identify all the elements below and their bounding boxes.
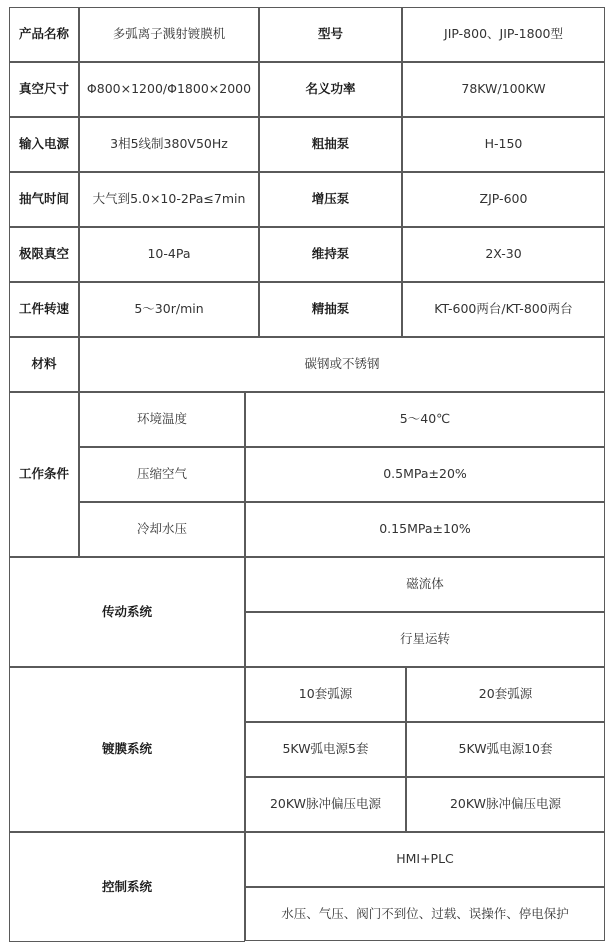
label-rough-pump: 粗抽泵: [259, 117, 402, 172]
value-product-name: 多弧离子溅射镀膜机: [79, 7, 259, 62]
value-vacuum-size: Φ800×1200/Φ1800×2000: [79, 62, 259, 117]
transmission-item: 磁流体: [245, 557, 605, 612]
coating-item: 10套弧源: [245, 667, 406, 722]
value-rough-pump: H-150: [402, 117, 605, 172]
label-rotation-speed: 工件转速: [9, 282, 79, 337]
label-input-power: 输入电源: [9, 117, 79, 172]
coating-item: 20套弧源: [406, 667, 605, 722]
label-working-conditions: 工作条件: [9, 392, 79, 557]
coating-item: 5KW弧电源5套: [245, 722, 406, 777]
label-pump-time: 抽气时间: [9, 172, 79, 227]
condition-name: 环境温度: [79, 392, 245, 447]
control-item: 水压、气压、阀门不到位、过载、误操作、停电保护: [245, 887, 605, 941]
condition-name: 冷却水压: [79, 502, 245, 557]
value-pump-time: 大气到5.0×10-2Pa≤7min: [79, 172, 259, 227]
value-rotation-speed: 5～30r/min: [79, 282, 259, 337]
coating-item: 20KW脉冲偏压电源: [245, 777, 406, 832]
label-model: 型号: [259, 7, 402, 62]
label-control-system: 控制系统: [9, 832, 245, 942]
value-input-power: 3相5线制380V50Hz: [79, 117, 259, 172]
label-ultimate-vacuum: 极限真空: [9, 227, 79, 282]
value-material: 碳钢或不锈钢: [79, 337, 605, 392]
value-fine-pump: KT-600两台/KT-800两台: [402, 282, 605, 337]
value-ultimate-vacuum: 10-4Pa: [79, 227, 259, 282]
label-booster-pump: 增压泵: [259, 172, 402, 227]
label-coating-system: 镀膜系统: [9, 667, 245, 832]
label-nominal-power: 名义功率: [259, 62, 402, 117]
value-model: JIP-800、JIP-1800型: [402, 7, 605, 62]
transmission-item: 行星运转: [245, 612, 605, 667]
coating-item: 5KW弧电源10套: [406, 722, 605, 777]
value-nominal-power: 78KW/100KW: [402, 62, 605, 117]
control-item: HMI+PLC: [245, 832, 605, 887]
label-holding-pump: 维持泵: [259, 227, 402, 282]
label-vacuum-size: 真空尺寸: [9, 62, 79, 117]
label-material: 材料: [9, 337, 79, 392]
condition-name: 压缩空气: [79, 447, 245, 502]
value-booster-pump: ZJP-600: [402, 172, 605, 227]
label-product-name: 产品名称: [9, 7, 79, 62]
label-transmission: 传动系统: [9, 557, 245, 667]
condition-value: 0.5MPa±20%: [245, 447, 605, 502]
label-fine-pump: 精抽泵: [259, 282, 402, 337]
value-holding-pump: 2X-30: [402, 227, 605, 282]
condition-value: 0.15MPa±10%: [245, 502, 605, 557]
condition-value: 5～40℃: [245, 392, 605, 447]
coating-item: 20KW脉冲偏压电源: [406, 777, 605, 832]
